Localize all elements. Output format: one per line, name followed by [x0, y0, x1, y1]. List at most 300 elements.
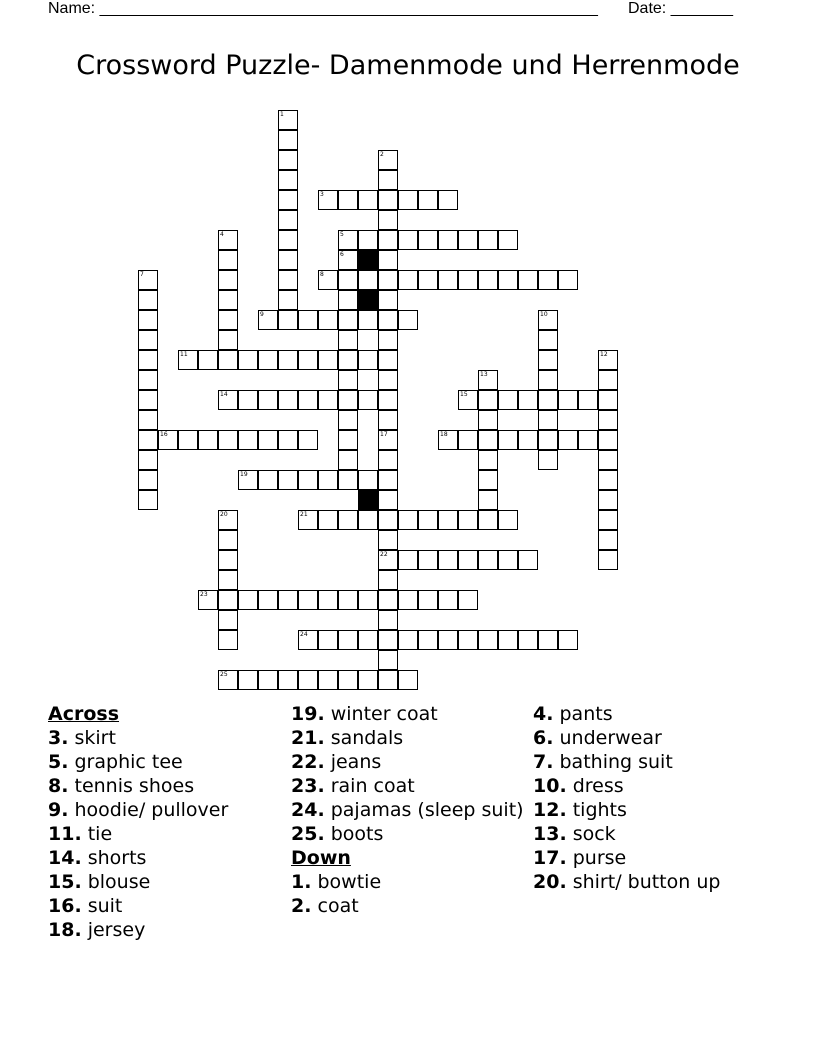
crossword-cell[interactable] [278, 230, 298, 250]
crossword-cell[interactable] [298, 510, 318, 530]
crossword-cell[interactable] [598, 370, 618, 390]
cell-number: 5 [340, 231, 344, 238]
crossword-cell[interactable] [258, 430, 278, 450]
crossword-cell[interactable] [278, 190, 298, 210]
crossword-cell[interactable] [498, 270, 518, 290]
crossword-cell[interactable] [378, 530, 398, 550]
crossword-cell[interactable] [258, 470, 278, 490]
crossword-cell[interactable] [278, 270, 298, 290]
crossword-cell[interactable] [578, 430, 598, 450]
crossword-cell[interactable] [438, 230, 458, 250]
clue-number: 5. [48, 751, 69, 773]
crossword-cell[interactable] [218, 430, 238, 450]
crossword-cell[interactable] [338, 190, 358, 210]
crossword-cell[interactable] [418, 270, 438, 290]
clue-number: 17. [533, 847, 567, 869]
clue-text: coat [311, 895, 359, 917]
crossword-cell[interactable] [278, 110, 298, 130]
crossword-cell[interactable] [598, 550, 618, 570]
crossword-cell[interactable] [338, 450, 358, 470]
cell-number: 8 [320, 271, 324, 278]
crossword-cell[interactable] [378, 350, 398, 370]
crossword-cell[interactable] [538, 630, 558, 650]
crossword-cell[interactable] [138, 430, 158, 450]
crossword-cell[interactable] [318, 590, 338, 610]
crossword-cell[interactable] [558, 270, 578, 290]
crossword-cell[interactable] [398, 550, 418, 570]
clue-text: winter coat [324, 703, 438, 725]
crossword-cell[interactable] [218, 570, 238, 590]
crossword-cell[interactable] [298, 470, 318, 490]
crossword-cell[interactable] [538, 430, 558, 450]
clue-text: pajamas (sleep suit) [324, 799, 524, 821]
crossword-cell[interactable] [238, 670, 258, 690]
clue-text: jersey [81, 919, 146, 941]
crossword-cell[interactable] [178, 350, 198, 370]
crossword-cell[interactable] [358, 510, 378, 530]
crossword-cell[interactable] [278, 430, 298, 450]
crossword-cell[interactable] [378, 370, 398, 390]
crossword-cell[interactable] [338, 430, 358, 450]
clue-number: 24. [291, 799, 325, 821]
crossword-cell[interactable] [418, 550, 438, 570]
clue-text: dress [566, 775, 624, 797]
cell-number: 10 [540, 311, 548, 318]
clue-number: 20. [533, 871, 567, 893]
clue-item [533, 726, 793, 750]
crossword-cell[interactable] [138, 310, 158, 330]
clue-item [291, 870, 527, 894]
crossword-cell[interactable] [278, 290, 298, 310]
down-heading: Down [291, 847, 351, 869]
cell-number: 25 [220, 671, 228, 678]
crossword-cell[interactable] [218, 270, 238, 290]
clue-text: skirt [68, 727, 116, 749]
crossword-black-cell [358, 250, 378, 270]
clue-text: bathing suit [553, 751, 673, 773]
crossword-cell[interactable] [458, 230, 478, 250]
crossword-cell[interactable] [358, 190, 378, 210]
clue-item [291, 774, 527, 798]
clue-column-3 [533, 702, 793, 894]
crossword-cell[interactable] [538, 370, 558, 390]
crossword-cell[interactable] [218, 670, 238, 690]
crossword-cell[interactable] [378, 190, 398, 210]
crossword-cell[interactable] [318, 630, 338, 650]
crossword-cell[interactable] [318, 390, 338, 410]
clue-item [48, 798, 284, 822]
cell-number: 15 [460, 391, 468, 398]
crossword-cell[interactable] [398, 510, 418, 530]
crossword-cell[interactable] [138, 370, 158, 390]
crossword-cell[interactable] [398, 670, 418, 690]
cell-number: 11 [180, 351, 188, 358]
crossword-cell[interactable] [378, 330, 398, 350]
crossword-cell[interactable] [338, 330, 358, 350]
crossword-cell[interactable] [598, 390, 618, 410]
crossword-cell[interactable] [238, 430, 258, 450]
crossword-cell[interactable] [338, 510, 358, 530]
crossword-cell[interactable] [158, 430, 178, 450]
clue-number: 23. [291, 775, 325, 797]
clue-text: tie [81, 823, 113, 845]
cell-number: 18 [440, 431, 448, 438]
crossword-cell[interactable] [558, 430, 578, 450]
crossword-cell[interactable] [278, 390, 298, 410]
crossword-cell[interactable] [378, 430, 398, 450]
clue-item [291, 726, 527, 750]
crossword-cell[interactable] [358, 230, 378, 250]
clue-item [48, 846, 284, 870]
clue-text: tights [566, 799, 627, 821]
crossword-cell[interactable] [258, 590, 278, 610]
crossword-cell[interactable] [338, 350, 358, 370]
crossword-cell[interactable] [338, 470, 358, 490]
crossword-cell[interactable] [338, 410, 358, 430]
crossword-cell[interactable] [218, 230, 238, 250]
crossword-cell[interactable] [278, 350, 298, 370]
crossword-cell[interactable] [458, 590, 478, 610]
cell-number: 24 [300, 631, 308, 638]
crossword-cell[interactable] [298, 310, 318, 330]
clue-item [533, 798, 793, 822]
clue-text: blouse [81, 871, 151, 893]
clue-item [48, 894, 284, 918]
crossword-cell[interactable] [518, 550, 538, 570]
clue-item [533, 822, 793, 846]
clue-text: hoodie/ pullover [68, 799, 229, 821]
crossword-cell[interactable] [598, 450, 618, 470]
crossword-cell[interactable] [398, 230, 418, 250]
clue-number: 7. [533, 751, 554, 773]
crossword-cell[interactable] [338, 390, 358, 410]
name-field-label: Name: ________________________________________________________ [48, 0, 598, 17]
crossword-cell[interactable] [218, 610, 238, 630]
crossword-cell[interactable] [138, 470, 158, 490]
crossword-cell[interactable] [258, 350, 278, 370]
clue-text: suit [81, 895, 123, 917]
cell-number: 17 [380, 431, 388, 438]
crossword-cell[interactable] [378, 590, 398, 610]
clue-number: 6. [533, 727, 554, 749]
crossword-cell[interactable] [378, 170, 398, 190]
crossword-cell[interactable] [478, 510, 498, 530]
crossword-cell[interactable] [318, 310, 338, 330]
crossword-cell[interactable] [318, 190, 338, 210]
crossword-cell[interactable] [378, 670, 398, 690]
crossword-cell[interactable] [338, 670, 358, 690]
crossword-cell[interactable] [438, 550, 458, 570]
crossword-cell[interactable] [198, 430, 218, 450]
crossword-cell[interactable] [378, 510, 398, 530]
crossword-cell[interactable] [218, 630, 238, 650]
crossword-cell[interactable] [378, 250, 398, 270]
crossword-cell[interactable] [458, 390, 478, 410]
crossword-cell[interactable] [238, 350, 258, 370]
crossword-cell[interactable] [378, 230, 398, 250]
crossword-cell[interactable] [398, 630, 418, 650]
crossword-cell[interactable] [298, 390, 318, 410]
clue-number: 10. [533, 775, 567, 797]
crossword-cell[interactable] [138, 390, 158, 410]
crossword-black-cell [358, 290, 378, 310]
crossword-cell[interactable] [378, 570, 398, 590]
crossword-cell[interactable] [378, 650, 398, 670]
crossword-cell[interactable] [378, 270, 398, 290]
crossword-cell[interactable] [438, 270, 458, 290]
crossword-cell[interactable] [338, 630, 358, 650]
crossword-cell[interactable] [478, 410, 498, 430]
clue-item [48, 750, 284, 774]
crossword-cell[interactable] [398, 310, 418, 330]
crossword-cell[interactable] [318, 470, 338, 490]
crossword-cell[interactable] [218, 310, 238, 330]
crossword-cell[interactable] [298, 350, 318, 370]
crossword-cell[interactable] [238, 470, 258, 490]
crossword-cell[interactable] [378, 450, 398, 470]
crossword-cell[interactable] [538, 410, 558, 430]
crossword-cell[interactable] [378, 550, 398, 570]
crossword-cell[interactable] [358, 670, 378, 690]
crossword-cell[interactable] [398, 190, 418, 210]
crossword-cell[interactable] [538, 390, 558, 410]
clue-item [48, 726, 284, 750]
clue-number: 4. [533, 703, 554, 725]
crossword-cell[interactable] [478, 470, 498, 490]
crossword-cell[interactable] [538, 310, 558, 330]
clue-item [533, 846, 793, 870]
crossword-cell[interactable] [438, 630, 458, 650]
crossword-cell[interactable] [538, 270, 558, 290]
crossword-cell[interactable] [258, 390, 278, 410]
across-heading: Across [48, 703, 120, 725]
crossword-cell[interactable] [598, 470, 618, 490]
crossword-cell[interactable] [378, 390, 398, 410]
clue-number: 12. [533, 799, 567, 821]
crossword-cell[interactable] [498, 510, 518, 530]
crossword-cell[interactable] [418, 630, 438, 650]
cell-number: 6 [340, 251, 344, 258]
crossword-cell[interactable] [478, 430, 498, 450]
clue-number: 15. [48, 871, 82, 893]
crossword-cell[interactable] [138, 490, 158, 510]
crossword-cell[interactable] [218, 530, 238, 550]
crossword-cell[interactable] [278, 310, 298, 330]
clue-text: boots [324, 823, 384, 845]
crossword-cell[interactable] [358, 470, 378, 490]
crossword-cell[interactable] [338, 590, 358, 610]
crossword-cell[interactable] [478, 270, 498, 290]
crossword-cell[interactable] [418, 510, 438, 530]
crossword-cell[interactable] [598, 510, 618, 530]
clue-item [48, 774, 284, 798]
crossword-cell[interactable] [378, 210, 398, 230]
crossword-cell[interactable] [458, 550, 478, 570]
crossword-cell[interactable] [478, 630, 498, 650]
crossword-cell[interactable] [238, 390, 258, 410]
clue-item [48, 870, 284, 894]
crossword-cell[interactable] [318, 270, 338, 290]
crossword-cell[interactable] [478, 390, 498, 410]
crossword-cell[interactable] [558, 630, 578, 650]
crossword-cell[interactable] [438, 510, 458, 530]
crossword-cell[interactable] [358, 310, 378, 330]
crossword-cell[interactable] [518, 630, 538, 650]
crossword-cell[interactable] [598, 350, 618, 370]
clue-item [533, 870, 793, 894]
crossword-cell[interactable] [258, 670, 278, 690]
crossword-cell[interactable] [378, 630, 398, 650]
clue-number: 3. [48, 727, 69, 749]
crossword-cell[interactable] [598, 490, 618, 510]
crossword-cell[interactable] [278, 670, 298, 690]
crossword-cell[interactable] [438, 430, 458, 450]
crossword-cell[interactable] [138, 410, 158, 430]
crossword-cell[interactable] [338, 370, 358, 390]
crossword-cell[interactable] [278, 590, 298, 610]
crossword-cell[interactable] [338, 290, 358, 310]
crossword-cell[interactable] [258, 310, 278, 330]
crossword-cell[interactable] [538, 330, 558, 350]
cell-number: 19 [240, 471, 248, 478]
cell-number: 14 [220, 391, 228, 398]
crossword-cell[interactable] [478, 550, 498, 570]
clue-number: 1. [291, 871, 312, 893]
crossword-cell[interactable] [518, 390, 538, 410]
crossword-cell[interactable] [218, 390, 238, 410]
crossword-cell[interactable] [318, 350, 338, 370]
crossword-cell[interactable] [278, 470, 298, 490]
crossword-cell[interactable] [138, 350, 158, 370]
crossword-cell[interactable] [298, 630, 318, 650]
clue-item [533, 702, 793, 726]
crossword-cell[interactable] [358, 590, 378, 610]
clue-number: 25. [291, 823, 325, 845]
cell-number: 1 [280, 111, 284, 118]
crossword-cell[interactable] [178, 430, 198, 450]
clue-number: 11. [48, 823, 82, 845]
crossword-cell[interactable] [538, 350, 558, 370]
crossword-cell[interactable] [378, 470, 398, 490]
crossword-cell[interactable] [438, 190, 458, 210]
crossword-cell[interactable] [238, 590, 258, 610]
crossword-cell[interactable] [378, 410, 398, 430]
crossword-cell[interactable] [318, 510, 338, 530]
crossword-cell[interactable] [318, 670, 338, 690]
clue-text: pants [553, 703, 613, 725]
crossword-cell[interactable] [358, 390, 378, 410]
crossword-cell[interactable] [458, 630, 478, 650]
crossword-cell[interactable] [338, 250, 358, 270]
crossword-cell[interactable] [218, 350, 238, 370]
crossword-cell[interactable] [198, 350, 218, 370]
crossword-cell[interactable] [358, 270, 378, 290]
crossword-cell[interactable] [498, 630, 518, 650]
crossword-cell[interactable] [418, 590, 438, 610]
crossword-cell[interactable] [378, 490, 398, 510]
clue-number: 22. [291, 751, 325, 773]
crossword-cell[interactable] [558, 390, 578, 410]
crossword-cell[interactable] [498, 390, 518, 410]
crossword-cell[interactable] [278, 210, 298, 230]
crossword-cell[interactable] [398, 590, 418, 610]
crossword-cell[interactable] [218, 330, 238, 350]
crossword-cell[interactable] [458, 430, 478, 450]
crossword-cell[interactable] [378, 150, 398, 170]
crossword-cell[interactable] [438, 590, 458, 610]
crossword-cell[interactable] [278, 150, 298, 170]
clue-number: 8. [48, 775, 69, 797]
crossword-cell[interactable] [338, 270, 358, 290]
crossword-cell[interactable] [498, 230, 518, 250]
crossword-cell[interactable] [458, 510, 478, 530]
crossword-cell[interactable] [378, 610, 398, 630]
clue-text: sandals [324, 727, 404, 749]
crossword-cell[interactable] [458, 270, 478, 290]
crossword-cell[interactable] [218, 590, 238, 610]
crossword-cell[interactable] [138, 450, 158, 470]
crossword-cell[interactable] [518, 430, 538, 450]
crossword-cell[interactable] [298, 430, 318, 450]
crossword-cell[interactable] [498, 430, 518, 450]
crossword-cell[interactable] [478, 490, 498, 510]
crossword-cell[interactable] [418, 190, 438, 210]
crossword-cell[interactable] [598, 430, 618, 450]
clue-number: 16. [48, 895, 82, 917]
crossword-cell[interactable] [218, 550, 238, 570]
crossword-cell[interactable] [198, 590, 218, 610]
crossword-cell[interactable] [278, 130, 298, 150]
crossword-cell[interactable] [138, 330, 158, 350]
cell-number: 23 [200, 591, 208, 598]
crossword-cell[interactable] [358, 630, 378, 650]
crossword-cell[interactable] [218, 510, 238, 530]
crossword-cell[interactable] [358, 350, 378, 370]
crossword-cell[interactable] [138, 290, 158, 310]
crossword-cell[interactable] [378, 290, 398, 310]
clue-item [291, 798, 527, 822]
clue-number: 18. [48, 919, 82, 941]
crossword-cell[interactable] [418, 230, 438, 250]
crossword-cell[interactable] [478, 370, 498, 390]
clue-text: purse [566, 847, 627, 869]
crossword-cell[interactable] [478, 450, 498, 470]
clue-item [533, 750, 793, 774]
crossword-cell[interactable] [218, 290, 238, 310]
crossword-cell[interactable] [298, 590, 318, 610]
crossword-cell[interactable] [338, 230, 358, 250]
crossword-cell[interactable] [598, 530, 618, 550]
crossword-cell[interactable] [398, 270, 418, 290]
crossword-cell[interactable] [378, 310, 398, 330]
clue-number: 13. [533, 823, 567, 845]
crossword-cell[interactable] [298, 670, 318, 690]
cell-number: 9 [260, 311, 264, 318]
crossword-cell[interactable] [218, 250, 238, 270]
crossword-cell[interactable] [138, 270, 158, 290]
crossword-cell[interactable] [498, 550, 518, 570]
crossword-cell[interactable] [478, 230, 498, 250]
clue-item [291, 750, 527, 774]
crossword-cell[interactable] [278, 170, 298, 190]
crossword-cell[interactable] [338, 310, 358, 330]
crossword-cell[interactable] [578, 390, 598, 410]
crossword-cell[interactable] [518, 270, 538, 290]
cell-number: 2 [380, 151, 384, 158]
crossword-cell[interactable] [538, 450, 558, 470]
crossword-cell[interactable] [278, 250, 298, 270]
crossword-cell[interactable] [598, 410, 618, 430]
